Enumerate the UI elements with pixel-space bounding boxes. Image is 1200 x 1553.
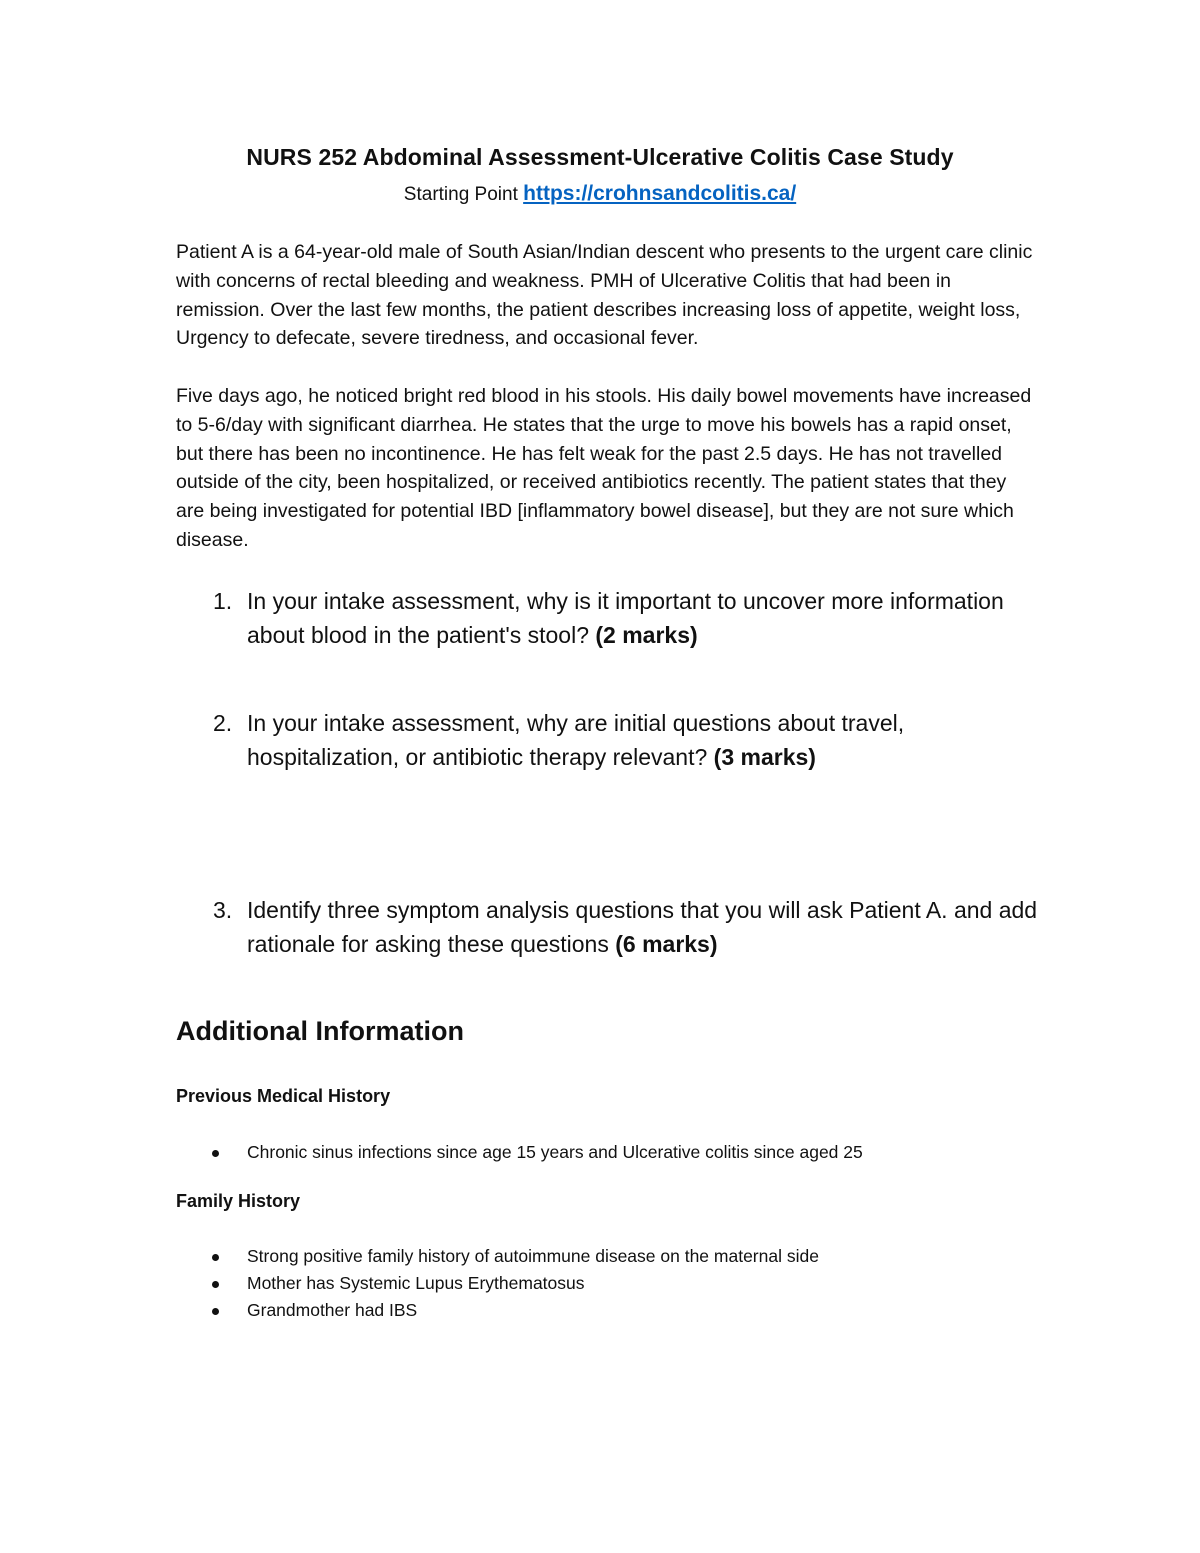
question-number: 2. (213, 710, 233, 736)
question-body: In your intake assessment, why is it important to uncover more information about blood in the patient's stool? (247, 588, 1004, 648)
question-text (247, 584, 1043, 652)
list-item (212, 1270, 819, 1297)
question-1 (213, 584, 1043, 652)
additional-information-heading: Additional Information (176, 1016, 464, 1046)
starting-point-link[interactable]: https://crohnsandcolitis.ca/ (523, 182, 797, 205)
list-item-text: Chronic sinus infections since age 15 years and Ulcerative colitis since aged 25 (247, 1142, 863, 1162)
question-body: Identify three symptom analysis questions that you will ask Patient A. and add rationale for asking these questions (247, 897, 1038, 957)
case-paragraph-1: Patient A is a 64-year-old male of South Asian/Indian descent who presents to the urgent care clinic with concerns of rectal bleeding and weakness. PMH of Ulcerative Colitis that had been in remission. Over the last few months, the patient describes increasing loss of appetite, weight loss, Urgency to defecate, severe tiredness, and occasional fever. (176, 241, 1033, 350)
question-marks: (3 marks) (713, 744, 816, 770)
question-text (247, 706, 1043, 774)
list-item-text: Mother has Systemic Lupus Erythematosus (247, 1273, 585, 1293)
starting-point-label: Starting Point (403, 184, 524, 205)
pmh-list (212, 1139, 863, 1166)
question-2 (213, 706, 1043, 774)
list-item (212, 1297, 819, 1324)
bullet-icon (212, 1254, 219, 1261)
starting-point-line (0, 182, 1200, 206)
case-paragraph-2: Five days ago, he noticed bright red blood in his stools. His daily bowel movements have increased to 5-6/day with significant diarrhea. He states that the urge to move his bowels has a rapid onset, but there has been no incontinence. He has felt weak for the past 2.5 days. He has not travelled outside of the city, been hospitalized, or received antibiotics recently. The patient states that they are being investigated for potential IBD [inflammatory bowel disease], but they are not sure which disease. (176, 385, 1032, 551)
bullet-icon (212, 1150, 219, 1157)
question-marks: (2 marks) (595, 622, 698, 648)
question-number: 1. (213, 588, 233, 614)
list-item-text: Strong positive family history of autoimmune disease on the maternal side (247, 1246, 819, 1266)
question-3 (213, 893, 1043, 961)
bullet-icon (212, 1281, 219, 1288)
family-history-heading: Family History (176, 1191, 301, 1211)
list-item (212, 1243, 819, 1270)
question-marks: (6 marks) (615, 931, 718, 957)
family-history-list (212, 1243, 819, 1324)
question-text (247, 893, 1043, 961)
question-body: In your intake assessment, why are initial questions about travel, hospitalization, or antibiotic therapy relevant? (247, 710, 905, 770)
document-title: NURS 252 Abdominal Assessment-Ulcerative Colitis Case Study (246, 144, 954, 170)
list-item-text: Grandmother had IBS (247, 1300, 418, 1320)
question-number: 3. (213, 897, 233, 923)
previous-medical-history-heading: Previous Medical History (176, 1086, 391, 1106)
list-item (212, 1139, 863, 1166)
bullet-icon (212, 1308, 219, 1315)
